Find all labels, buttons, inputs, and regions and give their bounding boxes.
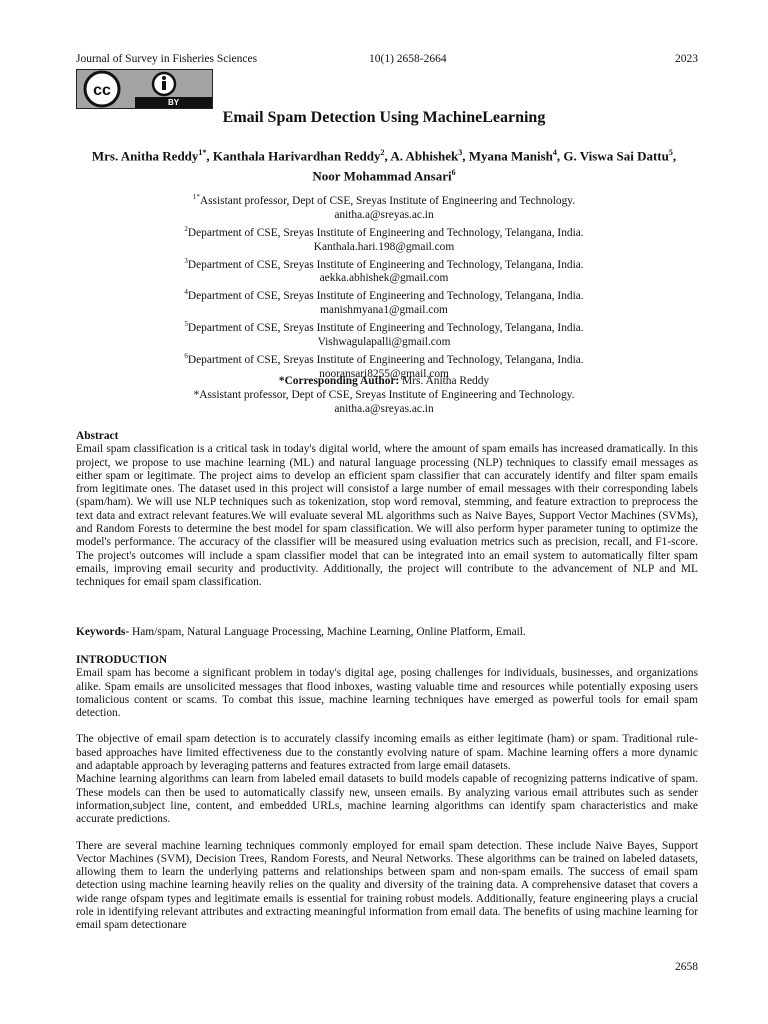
affiliation-email: Kanthala.hari.198@gmail.com: [313, 240, 455, 253]
author-name: Mrs. Anitha Reddy: [91, 148, 199, 164]
affiliation-marker: 4: [184, 288, 188, 297]
author-affiliation-marker: 6: [451, 168, 456, 178]
author-name: Noor Mohammad Ansari: [312, 168, 452, 184]
author-affiliation-marker: 1*: [198, 148, 207, 157]
introduction-paragraph-4: There are several machine learning techniques commonly employed for email spam detection. These include Naive Bayes, Support Vector Machines (SVM), Decision Trees, Random Forests, and Neural Networks. These algorithms can be trained on labeled datasets, allowing them to learn the underlying patterns and relationships between spam and non-spam emails. The success of email spam detection using machine learning heavily relies on the quality and diversity of the training data. A comprehensive dataset that covers a wide range ofspam types and legitimate emails is essential for training robust models. Additionally, feature engineering plays a crucial role in identifying relevant attributes and extracting meaningful information from email data. The benefits of using machine learning for email spam detectionare: [76, 839, 698, 932]
introduction-paragraph-1: Email spam has become a significant problem in today's digital age, posing challenges for individuals, businesses, and organizations alike. Spam emails are unsolicited messages that flood inboxes, wasting valuable time and resources while potentially exposing users tomalicious content or scams. To combat this issue, machine learning techniques have emerged as powerful tools for email spam detection.: [76, 667, 698, 720]
affiliation-line: [120, 317, 648, 335]
author-separator: ,: [556, 148, 564, 164]
author-separator: ,: [206, 148, 213, 164]
affiliation-email: nooransari8255@gmail.com: [319, 367, 449, 380]
page-number: 2658: [675, 961, 698, 973]
affiliation-text: Department of CSE, Sreyas Institute of Engineering and Technology, Telangana, India.: [187, 321, 584, 334]
keywords-label: Keywords-: [76, 626, 130, 638]
creative-commons-by-icon: [76, 69, 213, 109]
affiliation-marker: 6: [184, 351, 188, 360]
affiliation-email: manishmyana1@gmail.com: [320, 304, 448, 317]
corresponding-affiliation: *Assistant professor, Dept of CSE, Sreyas Institute of Engineering and Technology.: [193, 389, 575, 401]
keywords-section: [76, 626, 698, 639]
corresponding-label: *Corresponding Author:: [278, 375, 400, 387]
affiliation-line: [120, 190, 648, 208]
introduction-section: [76, 654, 698, 933]
journal-name: Journal of Survey in Fisheries Sciences: [76, 53, 258, 65]
affiliation-marker: 2: [184, 224, 188, 233]
author-separator: ,: [672, 148, 677, 164]
author-affiliation-marker: 5: [668, 148, 673, 157]
author-separator: ,: [462, 148, 469, 164]
affiliation-text: Department of CSE, Sreyas Institute of Engineering and Technology, Telangana, India.: [187, 258, 584, 271]
affiliation-line: [120, 254, 648, 272]
corresponding-author-block: [120, 374, 648, 416]
introduction-heading: INTRODUCTION: [76, 654, 168, 666]
introduction-paragraph-3: Machine learning algorithms can learn from labeled email datasets to build models capable of recognizing patterns indicative of spam. These models can then be used to automatically classify new, unseen emails. By analyzing various email attributes such as sender information,subject line, content, and embedded URLs, machine learning algorithms can identify spam characteristics and make accurate predictions.: [76, 773, 698, 826]
paper-title: Email Spam Detection Using MachineLearning: [222, 109, 546, 126]
affiliation-marker: 3: [184, 256, 188, 265]
license-label: BY: [135, 97, 212, 108]
affiliation-email: Vishwagulapalli@gmail.com: [317, 335, 451, 348]
abstract-section: [76, 430, 698, 590]
affiliation-text: Department of CSE, Sreyas Institute of Engineering and Technology, Telangana, India.: [187, 353, 584, 366]
affiliation-line: [120, 285, 648, 303]
corresponding-name: Mrs. Anitha Reddy: [399, 375, 490, 387]
author-affiliation-marker: 4: [552, 148, 557, 157]
author-separator: ,: [384, 148, 391, 164]
affiliation-line: [120, 349, 648, 367]
affiliation-marker: 5: [184, 320, 188, 329]
affiliation-marker: 1*: [192, 193, 200, 201]
keywords-text: Ham/spam, Natural Language Processing, Machine Learning, Online Platform, Email.: [129, 626, 526, 638]
affiliation-email: anitha.a@sreyas.ac.in: [334, 208, 434, 221]
author-affiliation-marker: 3: [458, 148, 463, 157]
svg-text:cc: cc: [93, 82, 111, 99]
abstract-text: Email spam classification is a critical task in today's digital world, where the amount of spam emails has increased dramatically. In this project, we propose to use machine learning (ML) and natural language processing (NLP) techniques to classify email messages as either spam or legitimate. The project aims to develop an efficient spam classifier that can accurately identify and filter spam emails from legitimate ones. The dataset used in this project will consistof a large number of email messages with their corresponding labels (spam/ham). We will use NLP techniques such as tokenization, stop word removal, stemming, and feature extraction to preprocess the text data and extract relevant features.We will evaluate several ML algorithms such as Naive Bayes, Support Vector Machines (SVMs), and Random Forests to determine the best model for spam classification. We will also perform hyper parameter tuning to optimize the model's performance. The accuracy of the classifier will be measured using evaluation metrics such as precision, recall, and F1-score. The project's outcomes will include a spam classifier model that can be integrated into an email system to automatically filter spam emails, improving email security and productivity. Additionally, the project will contribute to the advancement of NLP and ML techniques for email spam classification.: [76, 443, 698, 589]
author-name: Myana Manish: [468, 148, 553, 164]
affiliation-text: Department of CSE, Sreyas Institute of Engineering and Technology, Telangana, India.: [187, 290, 584, 303]
affiliation-email: aekka.abhishek@gmail.com: [319, 272, 449, 285]
affiliation-text: Assistant professor, Dept of CSE, Sreyas Institute of Engineering and Technology.: [199, 194, 576, 207]
abstract-heading: Abstract: [76, 430, 119, 442]
introduction-paragraph-2: The objective of email spam detection is to accurately classify incoming emails as either legitimate (ham) or spam. Traditional rule-based approaches have limited effectiveness due to the constantly evolving nature of spam. Machine learning offers a more dynamic and adaptable approach by leveraging patterns and features extracted from large email datasets.: [76, 733, 698, 773]
volume-pages: 10(1) 2658-2664: [369, 53, 447, 65]
author-name: A. Abhishek: [390, 148, 459, 164]
author-name: Kanthala Harivardhan Reddy: [212, 148, 381, 164]
running-header: [76, 52, 698, 66]
affiliation-text: Department of CSE, Sreyas Institute of Engineering and Technology, Telangana, India.: [187, 226, 584, 239]
affiliation-list: [120, 190, 648, 381]
corresponding-email: anitha.a@sreyas.ac.in: [334, 403, 434, 415]
author-list: [90, 144, 678, 185]
affiliation-line: [120, 222, 648, 240]
publication-year: 2023: [675, 53, 698, 65]
author-affiliation-marker: 2: [380, 148, 385, 157]
author-name: G. Viswa Sai Dattu: [563, 148, 669, 164]
